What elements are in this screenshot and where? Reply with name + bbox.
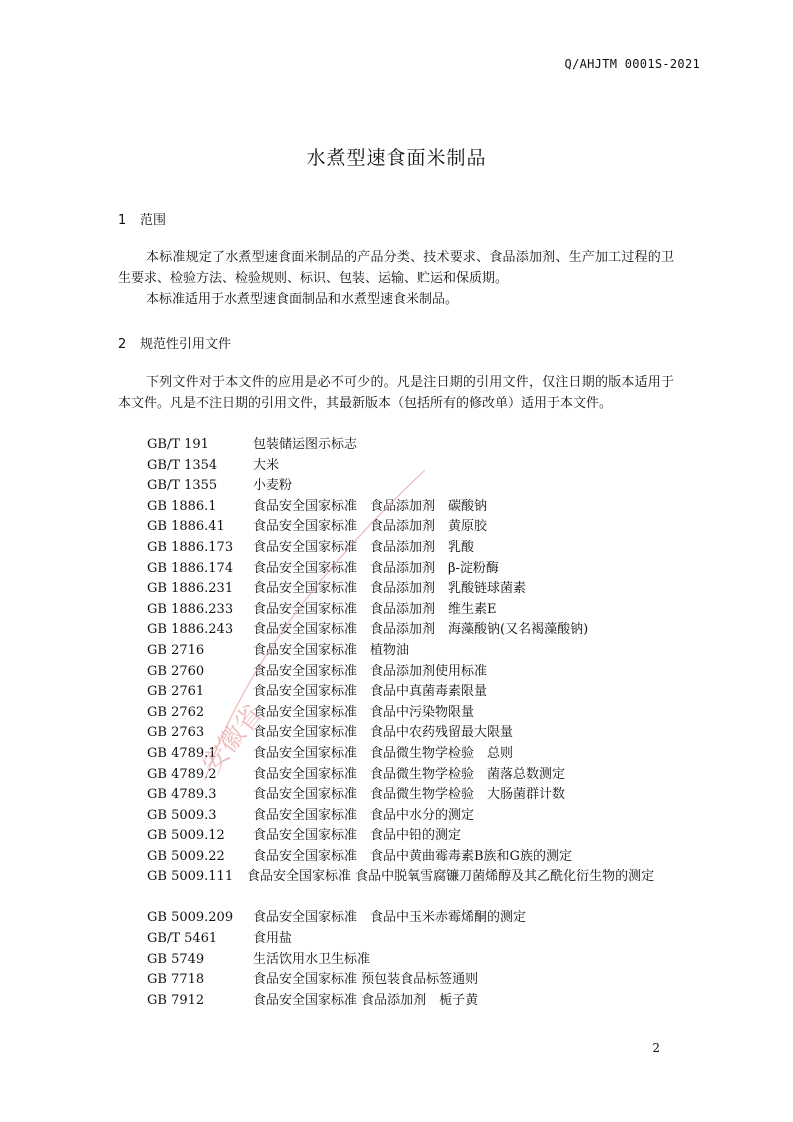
reference-row (147, 744, 687, 765)
reference-row (147, 908, 687, 929)
reference-row (147, 641, 687, 662)
reference-row (147, 435, 687, 456)
reference-code: GB 4789.1 (147, 745, 217, 761)
section-number: 2 (118, 337, 127, 352)
reference-code: GB/T 1354 (147, 457, 218, 473)
reference-code: GB/T 1355 (147, 478, 218, 494)
reference-title: 食品安全国家标准 食品添加剂 栀子黄 (253, 992, 479, 1008)
reference-title: 食品安全国家标准 食品添加剂 黄原胶 (253, 519, 488, 535)
reference-row (147, 517, 687, 538)
reference-row (147, 476, 687, 497)
reference-code: GB 1886.243 (147, 622, 234, 638)
reference-title: 食品安全国家标准 食品添加剂 β-淀粉酶 (253, 560, 499, 576)
reference-row (147, 497, 687, 518)
reference-title: 食品安全国家标准 食品中脱氧雪腐镰刀菌烯醇及其乙酰化衍生物的测定 (247, 869, 655, 885)
reference-code: GB 2716 (147, 642, 205, 658)
section-number: 1 (118, 213, 127, 228)
reference-code: GB/T 191 (147, 437, 209, 452)
stamp-text: 安徽省 (196, 699, 269, 780)
reference-row (147, 559, 687, 580)
reference-title: 食品安全国家标准 食品微生物学检验 大肠菌群计数 (253, 787, 566, 803)
reference-code: GB 4789.2 (147, 766, 217, 782)
reference-code: GB 1886.1 (147, 498, 217, 514)
reference-row (147, 456, 687, 477)
reference-title: 食品安全国家标准 食品添加剂使用标准 (253, 663, 488, 679)
reference-row (147, 826, 687, 847)
reference-code: GB 2762 (147, 704, 205, 720)
reference-row (147, 579, 687, 600)
reference-title: 食品安全国家标准 食品微生物学检验 菌落总数测定 (253, 766, 566, 782)
reference-title: 包装储运图示标志 (253, 437, 358, 452)
reference-row (147, 538, 687, 559)
reference-title: 食品安全国家标准 食品中农药残留最大限量 (253, 725, 514, 741)
reference-title: 生活饮用水卫生标准 (253, 951, 371, 967)
reference-title: 小麦粉 (253, 478, 293, 494)
reference-row (147, 847, 687, 868)
reference-row (147, 600, 687, 621)
reference-row (147, 662, 687, 683)
reference-code: GB 1886.173 (147, 539, 234, 555)
section-1-paragraph-1: 本标准规定了水煮型速食面米制品的产品分类、技术要求、食品添加剂、生产加工过程的卫生要求、检验方法、检验规则、标识、包装、运输、贮运和保质期。 (118, 250, 674, 286)
reference-list (147, 435, 687, 1011)
reference-code: GB 2760 (147, 663, 205, 679)
reference-row (147, 867, 687, 908)
reference-code: GB 5009.12 (147, 828, 225, 844)
reference-title: 食品安全国家标准 食品中玉米赤霉烯酮的测定 (253, 910, 527, 926)
reference-row (147, 970, 687, 991)
reference-row (147, 682, 687, 703)
reference-code: GB 1886.174 (147, 560, 234, 576)
reference-code: GB 5009.111 (147, 869, 234, 885)
section-heading-text: 规范性引用文件 (140, 337, 232, 352)
reference-row (147, 785, 687, 806)
reference-title: 食品安全国家标准 食品中真菌毒素限量 (253, 684, 488, 700)
reference-row (147, 929, 687, 950)
section-2-paragraph-1: 下列文件对于本文件的应用是必不可少的。凡是注日期的引用文件，仅注日期的版本适用于本文件。凡是不注日期的引用文件，其最新版本（包括所有的修改单）适用于本文件。 (118, 375, 674, 411)
reference-code: GB 5009.209 (147, 910, 234, 926)
reference-row (147, 806, 687, 827)
reference-row (147, 991, 687, 1012)
reference-row (147, 950, 687, 971)
reference-row (147, 723, 687, 744)
reference-title: 食品安全国家标准 植物油 (253, 642, 410, 658)
reference-title: 食品安全国家标准 食品添加剂 乳酸 (253, 539, 475, 555)
section-1-paragraph-2: 本标准适用于水煮型速食面制品和水煮型速食米制品。 (146, 292, 459, 307)
reference-code: GB 4789.3 (147, 787, 217, 803)
reference-code: GB 7718 (147, 972, 205, 988)
reference-row (147, 703, 687, 724)
reference-title: 食用盐 (253, 931, 293, 947)
reference-title: 食品安全国家标准 食品中黄曲霉毒素B族和G族的测定 (253, 848, 572, 864)
reference-row (147, 620, 687, 641)
reference-title: 大米 (253, 457, 280, 473)
reference-code: GB 5009.3 (147, 807, 217, 823)
reference-code: GB 2761 (147, 684, 205, 700)
reference-title: 食品安全国家标准 食品微生物学检验 总则 (253, 745, 514, 761)
reference-title: 食品安全国家标准 食品中铅的测定 (253, 828, 462, 844)
reference-code: GB/T 5461 (147, 931, 218, 947)
reference-code: GB 1886.41 (147, 519, 225, 535)
section-1-heading (118, 209, 166, 228)
page-title: 水煮型速食面米制品 (306, 147, 487, 169)
reference-title: 食品安全国家标准 预包装食品标签通则 (253, 972, 479, 988)
section-2-heading (118, 333, 231, 352)
doc-code: Q/AHJTM 0001S-2021 (564, 57, 700, 71)
page-number: 2 (652, 1041, 660, 1055)
reference-code: GB 1886.231 (147, 581, 234, 597)
reference-row (147, 765, 687, 786)
reference-title: 食品安全国家标准 食品中污染物限量 (253, 704, 475, 720)
section-heading-text: 范围 (140, 213, 167, 228)
reference-title: 食品安全国家标准 食品添加剂 海藻酸钠(又名褐藻酸钠) (253, 622, 589, 638)
reference-code: GB 7912 (147, 992, 205, 1008)
reference-code: GB 2763 (147, 725, 205, 741)
reference-code: GB 5749 (147, 951, 205, 967)
reference-title: 食品安全国家标准 食品添加剂 乳酸链球菌素 (253, 581, 527, 597)
reference-code: GB 5009.22 (147, 848, 225, 864)
reference-title: 食品安全国家标准 食品添加剂 维生素E (253, 601, 497, 617)
reference-title: 食品安全国家标准 食品添加剂 碳酸钠 (253, 498, 488, 514)
reference-title: 食品安全国家标准 食品中水分的测定 (253, 807, 475, 823)
reference-code: GB 1886.233 (147, 601, 234, 617)
